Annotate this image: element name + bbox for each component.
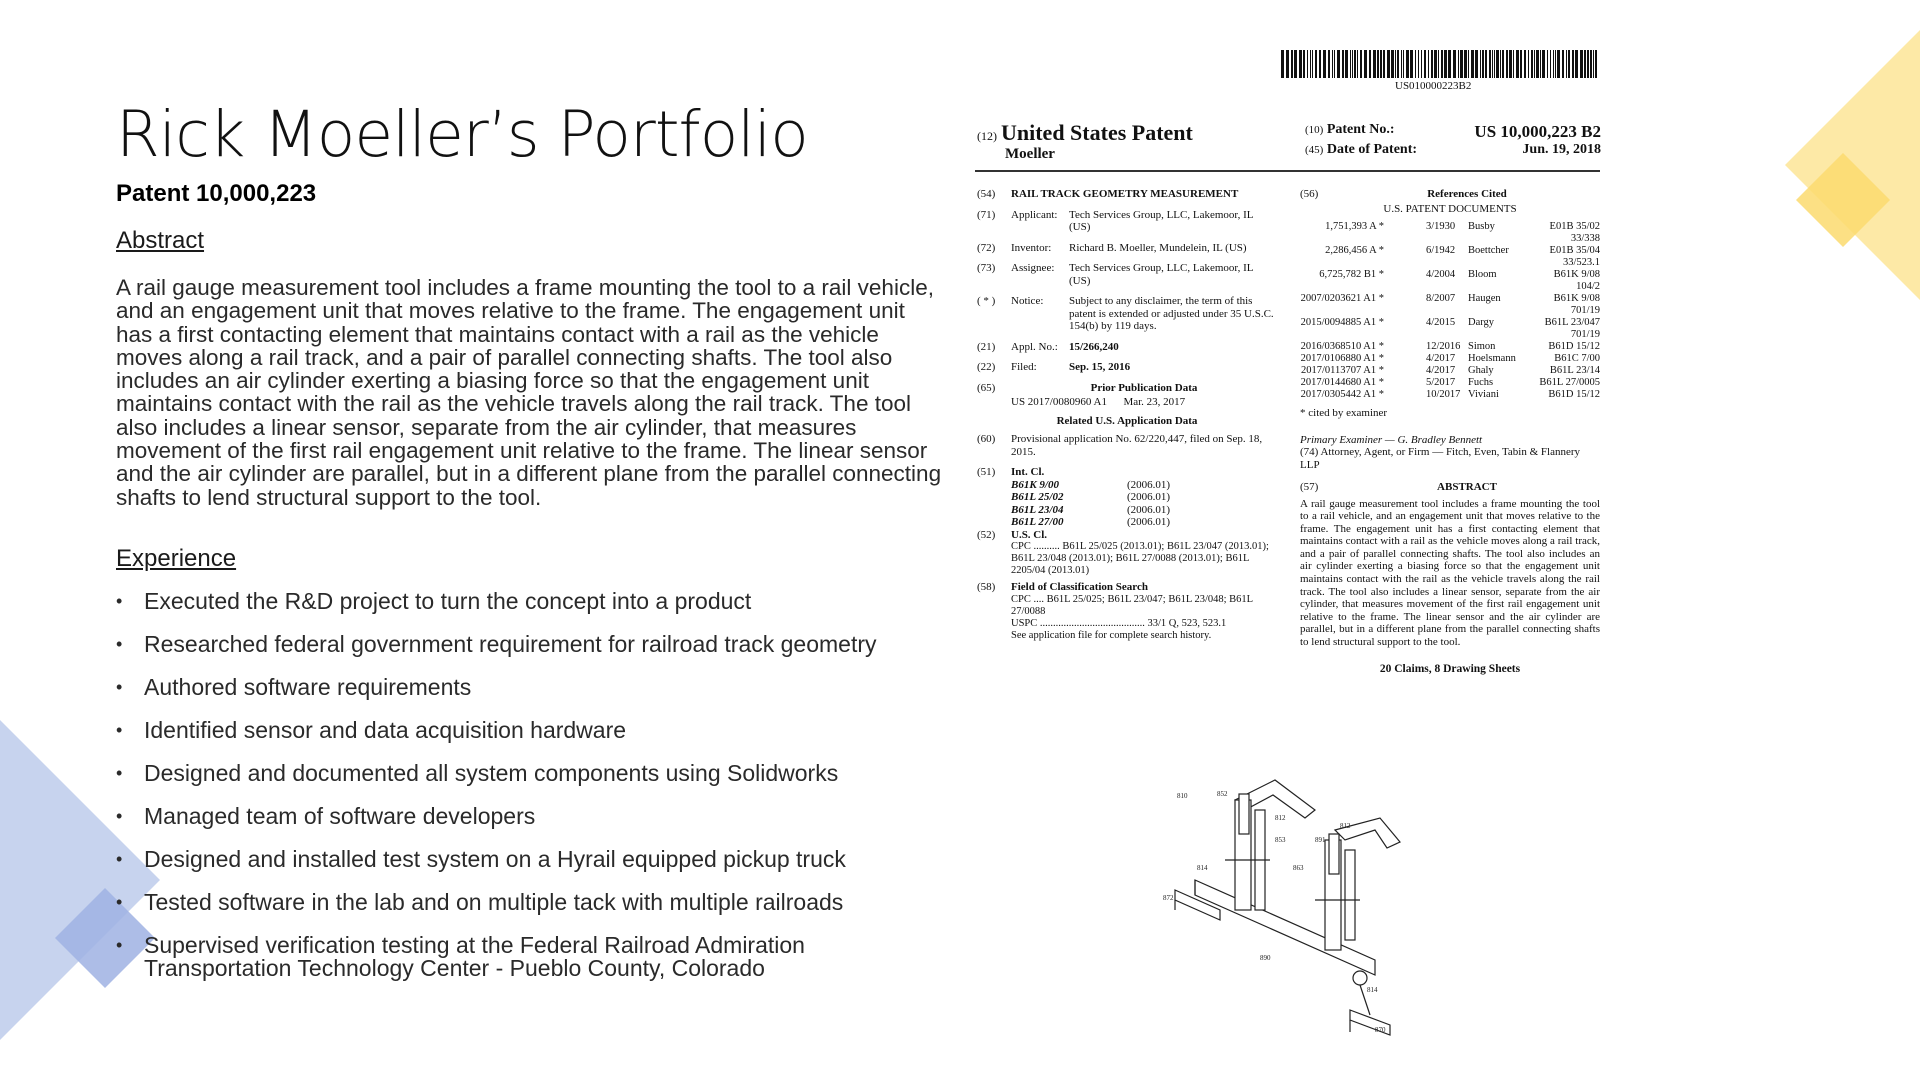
barcode-bar bbox=[1334, 50, 1335, 78]
patent-drawing bbox=[1155, 770, 1455, 1040]
barcode-bar bbox=[1453, 50, 1456, 78]
barcode-bar bbox=[1513, 50, 1514, 78]
field-72: (72) Inventor: Richard B. Moeller, Mundelein, IL (US) bbox=[977, 241, 1247, 254]
drawing-frame bbox=[1175, 780, 1400, 1035]
header-rule bbox=[975, 170, 1600, 172]
barcode-bar bbox=[1380, 50, 1382, 78]
experience-item: • Supervised verification testing at the Federal Railroad Admiration Transportation Technology Center - Pueblo County, Colorado bbox=[116, 934, 844, 980]
barcode-bar bbox=[1328, 50, 1330, 78]
barcode-bar bbox=[1557, 50, 1560, 78]
drawing-label: 814 bbox=[1197, 864, 1208, 872]
reference-continuation: 701/19 bbox=[1570, 305, 1600, 316]
barcode-bar bbox=[1312, 50, 1313, 78]
barcode-bar bbox=[1350, 50, 1351, 78]
drawing-label: 812 bbox=[1275, 814, 1286, 822]
field-52: (52) U.S. Cl. bbox=[977, 528, 1048, 541]
date-code: (45) bbox=[1305, 144, 1324, 156]
patent-right-column bbox=[1300, 188, 1600, 675]
barcode-bar bbox=[1531, 50, 1533, 78]
field-notice: ( * ) Notice: Subject to any disclaimer, the term of this patent is extended or adjusted under 35 U.S.C. 154(b) by 119 days. bbox=[977, 295, 1274, 332]
barcode-bar bbox=[1431, 50, 1433, 78]
reference-row: 2017/0144680 A1 * 5/2017 Fuchs B61L 27/0005 bbox=[1300, 377, 1600, 388]
barcode-bar bbox=[1555, 50, 1556, 78]
barcode-bar bbox=[1315, 50, 1317, 78]
barcode-bar bbox=[1520, 50, 1522, 78]
barcode-bar bbox=[1391, 50, 1394, 78]
barcode-bar bbox=[1342, 50, 1344, 78]
barcode-bar bbox=[1550, 50, 1551, 78]
field-60: (60) Provisional application No. 62/220,447, filed on Sep. 18, 2015. bbox=[977, 433, 1263, 458]
field-58: (58) Field of Classification Search bbox=[977, 581, 1148, 593]
barcode-bar bbox=[1572, 50, 1574, 78]
barcode-bar bbox=[1310, 50, 1311, 78]
inventor-name: Moeller bbox=[1005, 146, 1055, 162]
barcode-bar bbox=[1480, 50, 1481, 78]
drawing-label: 891 bbox=[1315, 836, 1326, 844]
barcode-bar bbox=[1584, 50, 1586, 78]
barcode-bar bbox=[1492, 50, 1493, 78]
barcode-bar bbox=[1595, 50, 1597, 78]
field-71: (71) Applicant: Tech Services Group, LLC, Lakemoor, IL (US) bbox=[977, 208, 1254, 233]
experience-item: • Authored software requirements bbox=[116, 676, 946, 699]
barcode-bar bbox=[1438, 50, 1439, 78]
barcode-bar bbox=[1395, 50, 1396, 78]
drawing-label: 812 bbox=[1340, 822, 1351, 830]
experience-item: • Designed and installed test system on a Hyrail equipped pickup truck bbox=[116, 848, 946, 871]
barcode-bar bbox=[1364, 50, 1367, 78]
barcode-bar bbox=[1562, 50, 1564, 78]
reference-row: 2016/0368510 A1 * 12/2016 Simon B61D 15/12 bbox=[1300, 341, 1600, 352]
barcode-bar bbox=[1401, 50, 1402, 78]
prior-pub: US 2017/0080960 A1 Mar. 23, 2017 bbox=[1011, 396, 1186, 408]
barcode-bar bbox=[1377, 50, 1379, 78]
reference-continuation: 33/523.1 bbox=[1562, 257, 1600, 268]
barcode-bar bbox=[1387, 50, 1390, 78]
reference-row: 2017/0106880 A1 * 4/2017 Hoelsmann B61C 7/00 bbox=[1300, 353, 1600, 364]
barcode-bar bbox=[1345, 50, 1348, 78]
references-list bbox=[1300, 221, 1600, 401]
barcode-bar bbox=[1502, 50, 1504, 78]
barcode-bar bbox=[1458, 50, 1459, 78]
experience-item: • Designed and documented all system components using Solidworks bbox=[116, 762, 946, 785]
refs-subheading: U.S. PATENT DOCUMENTS bbox=[1383, 202, 1517, 215]
barcode-bar bbox=[1485, 50, 1487, 78]
barcode-bar bbox=[1281, 50, 1284, 78]
barcode-bar bbox=[1534, 50, 1535, 78]
reference-row: 2007/0203621 A1 * 8/2007 Haugen B61K 9/08 bbox=[1300, 293, 1600, 304]
patent-left-column bbox=[977, 188, 1277, 642]
barcode-bar bbox=[1410, 50, 1413, 78]
barcode-bar bbox=[1509, 50, 1512, 78]
doc-type: United States Patent bbox=[1001, 120, 1193, 145]
us-cl-text: CPC .......... B61L 25/025 (2013.01); B61L 23/047 (2013.01); B61L 23/048 (2013.01); B61L 27/0088 (2013.01); B61L 2205/04 (2013.01) bbox=[1011, 541, 1269, 576]
attorney: (74) Attorney, Agent, or Firm — Fitch, Even, Tabin & Flannery LLP bbox=[1300, 446, 1581, 471]
barcode-bar bbox=[1575, 50, 1578, 78]
barcode-bar bbox=[1516, 50, 1519, 78]
kind-code: (12) bbox=[977, 129, 997, 143]
barcode-bar bbox=[1428, 50, 1429, 78]
barcode-bar bbox=[1547, 50, 1548, 78]
reference-continuation: 33/338 bbox=[1570, 233, 1600, 244]
decor-right-shapes bbox=[1760, 30, 1920, 320]
barcode-bar bbox=[1542, 50, 1545, 78]
int-cl-list: B61K 9/00 (2006.01) B61L 25/02 (2006.01) B61L 23/04 (2006.01) B61L 27/00 (2006.01) bbox=[1011, 478, 1171, 528]
barcode-bar bbox=[1307, 50, 1308, 78]
barcode-bar bbox=[1337, 50, 1340, 78]
barcode-bar bbox=[1580, 50, 1583, 78]
barcode-bar bbox=[1360, 50, 1362, 78]
barcode-bar bbox=[1475, 50, 1478, 78]
reference-row: 2017/0113707 A1 * 4/2017 Ghaly B61L 23/14 bbox=[1300, 365, 1600, 376]
drawing-label: 870 bbox=[1375, 1026, 1386, 1034]
reference-row: 2017/0305442 A1 * 10/2017 Viviani B61D 15/12 bbox=[1300, 389, 1600, 400]
barcode-bar bbox=[1303, 50, 1305, 78]
patent-abstract-text: A rail gauge measurement tool includes a frame mounting the tool to a rail vehicle, and an engagement unit that moves relative to the frame. The engagement unit has a first contacting element that maintains contact with a rail as the vehicle moves along a rail track, and a pair of parallel connecting shafts. The tool also includes an air cylinder exerting a biasing force so that the engagement unit maintains contact with the rail as the vehicle travels along the rail track. The tool also includes a linear sensor, separate from the air cylinder, that measures movement of the first rail engagement unit relative to the frame. The linear sensor and the air cylinder are parallel, but in a different plane from the parallel connecting shafts to lend structural support to the tool. bbox=[1300, 497, 1600, 649]
drawing-label: 853 bbox=[1275, 836, 1286, 844]
patent-document bbox=[975, 48, 1600, 1038]
barcode-number: US010000223B2 bbox=[1395, 80, 1472, 92]
field-21: (21) Appl. No.: 15/266,240 bbox=[977, 340, 1119, 353]
experience-item: • Executed the R&D project to turn the concept into a product bbox=[116, 590, 946, 613]
barcode-bar bbox=[1590, 50, 1592, 78]
barcode-bar bbox=[1299, 50, 1302, 78]
field-57: (57) ABSTRACT bbox=[1300, 481, 1497, 493]
experience-item: • Managed team of software developers bbox=[116, 805, 946, 828]
barcode-bar bbox=[1536, 50, 1539, 78]
barcode-bar bbox=[1323, 50, 1326, 78]
barcode-bar bbox=[1424, 50, 1426, 78]
barcode-bar bbox=[1415, 50, 1416, 78]
field-51: (51) Int. Cl. bbox=[977, 466, 1045, 478]
barcode-bar bbox=[1524, 50, 1526, 78]
examiner: Primary Examiner — G. Bradley Bennett bbox=[1300, 433, 1483, 446]
barcode-bar bbox=[1357, 50, 1358, 78]
experience-heading: Experience bbox=[116, 545, 237, 572]
barcode-bar bbox=[1468, 50, 1469, 78]
barcode-bar bbox=[1471, 50, 1474, 78]
barcode-bar bbox=[1352, 50, 1353, 78]
barcode-bar bbox=[1319, 50, 1321, 78]
barcode-bar bbox=[1494, 50, 1495, 78]
barcode-bar bbox=[1332, 50, 1333, 78]
barcode-bar bbox=[1444, 50, 1447, 78]
barcode-bar bbox=[1434, 50, 1437, 78]
related-heading: Related U.S. Application Data bbox=[1056, 414, 1198, 427]
barcode-bar bbox=[1286, 50, 1289, 78]
date-label: Date of Patent: bbox=[1326, 142, 1418, 157]
reference-continuation: 104/2 bbox=[1576, 281, 1600, 292]
barcode-bar bbox=[1421, 50, 1422, 78]
slide-title: Rick Moeller’s Portfolio bbox=[116, 98, 808, 171]
barcode-bar bbox=[1540, 50, 1541, 78]
barcode-bar bbox=[1496, 50, 1499, 78]
barcode-bar bbox=[1383, 50, 1385, 78]
barcode-bar bbox=[1460, 50, 1463, 78]
barcode-bar bbox=[1397, 50, 1399, 78]
field-22: (22) Filed: Sep. 15, 2016 bbox=[977, 361, 1131, 373]
barcode-bar bbox=[1291, 50, 1293, 78]
field-54: (54) RAIL TRACK GEOMETRY MEASUREMENT bbox=[977, 188, 1239, 200]
reference-continuation: 701/19 bbox=[1570, 329, 1600, 340]
reference-row: 2015/0094885 A1 * 4/2015 Dargy B61L 23/047 bbox=[1300, 317, 1600, 328]
barcode-bar bbox=[1464, 50, 1467, 78]
barcode-bar bbox=[1553, 50, 1554, 78]
drawing-label: 814 bbox=[1367, 986, 1378, 994]
barcode-bar bbox=[1373, 50, 1376, 78]
patent-no-code: (10) bbox=[1305, 124, 1324, 136]
reference-row: 2,286,456 A * 6/1942 Boettcher E01B 35/04 bbox=[1325, 245, 1600, 256]
experience-list bbox=[116, 590, 946, 1000]
barcode-bar bbox=[1566, 50, 1567, 78]
barcode-bar bbox=[1482, 50, 1484, 78]
barcode-bar bbox=[1489, 50, 1491, 78]
drawing-label: 872 bbox=[1163, 894, 1174, 902]
field-65: (65) Prior Publication Data bbox=[977, 381, 1198, 394]
barcode-bar bbox=[1403, 50, 1404, 78]
drawing-label: 852 bbox=[1217, 790, 1228, 798]
drawing-label: 863 bbox=[1293, 864, 1304, 872]
barcode-bar bbox=[1294, 50, 1297, 78]
reference-row: 6,725,782 B1 * 4/2004 Bloom B61K 9/08 bbox=[1319, 269, 1600, 280]
barcode-bar bbox=[1568, 50, 1570, 78]
barcode-bar bbox=[1528, 50, 1529, 78]
cited-note: * cited by examiner bbox=[1300, 407, 1388, 419]
barcode bbox=[1281, 50, 1599, 78]
patent-no-label: Patent No.: bbox=[1326, 122, 1395, 137]
drawing-label: 890 bbox=[1260, 954, 1271, 962]
field-56: (56) References Cited bbox=[1300, 188, 1507, 200]
reference-row: 1,751,393 A * 3/1930 Busby E01B 35/02 bbox=[1325, 221, 1600, 232]
barcode-bar bbox=[1593, 50, 1594, 78]
barcode-bar bbox=[1369, 50, 1371, 78]
experience-item: • Researched federal government requirement for railroad track geometry bbox=[116, 633, 946, 656]
field-73: (73) Assignee: Tech Services Group, LLC, Lakemoor, IL (US) bbox=[977, 262, 1254, 287]
drawing-label: 810 bbox=[1177, 792, 1188, 800]
barcode-bar bbox=[1418, 50, 1419, 78]
barcode-bar bbox=[1441, 50, 1443, 78]
barcode-bar bbox=[1506, 50, 1508, 78]
experience-item: • Identified sensor and data acquisition hardware bbox=[116, 719, 946, 742]
patent-date: Jun. 19, 2018 bbox=[1522, 142, 1601, 157]
patent-number: US 10,000,223 B2 bbox=[1474, 122, 1601, 141]
barcode-bar bbox=[1500, 50, 1501, 78]
abstract-text: A rail gauge measurement tool includes a frame mounting the tool to a rail vehicle, and an engagement unit that moves relative to the frame. The engagement unit has a first contacting element that maintains contact with a rail as the vehicle moves along a rail track, and a pair of parallel connecting shafts. The tool also includes an air cylinder exerting a biasing force so that the engagement unit maintains contact with the rail as the vehicle travels along the rail track. The tool also includes a linear sensor, separate from the air cylinder, that measures movement of the first rail engagement unit relative to the frame. The linear sensor and the air cylinder are parallel, but in a different plane from the parallel connecting shafts to lend structural support to the tool. bbox=[116, 275, 942, 510]
experience-item: • Tested software in the lab and on multiple tack with multiple railroads bbox=[116, 891, 946, 914]
abstract-heading: Abstract bbox=[116, 227, 205, 254]
claims-count: 20 Claims, 8 Drawing Sheets bbox=[1379, 662, 1521, 675]
barcode-bar bbox=[1354, 50, 1356, 78]
field-search-text: CPC .... B61L 25/025; B61L 23/047; B61L 23/048; B61L 27/0088 USPC ........................................ 33/1 Q, 523, 523.1 See application file for complete search history. bbox=[1011, 593, 1253, 641]
patent-header-right bbox=[1305, 122, 1601, 162]
patent-subtitle: Patent 10,000,223 bbox=[116, 180, 317, 207]
patent-header-left bbox=[977, 120, 1193, 146]
barcode-bar bbox=[1587, 50, 1589, 78]
barcode-bar bbox=[1448, 50, 1451, 78]
barcode-bar bbox=[1406, 50, 1409, 78]
